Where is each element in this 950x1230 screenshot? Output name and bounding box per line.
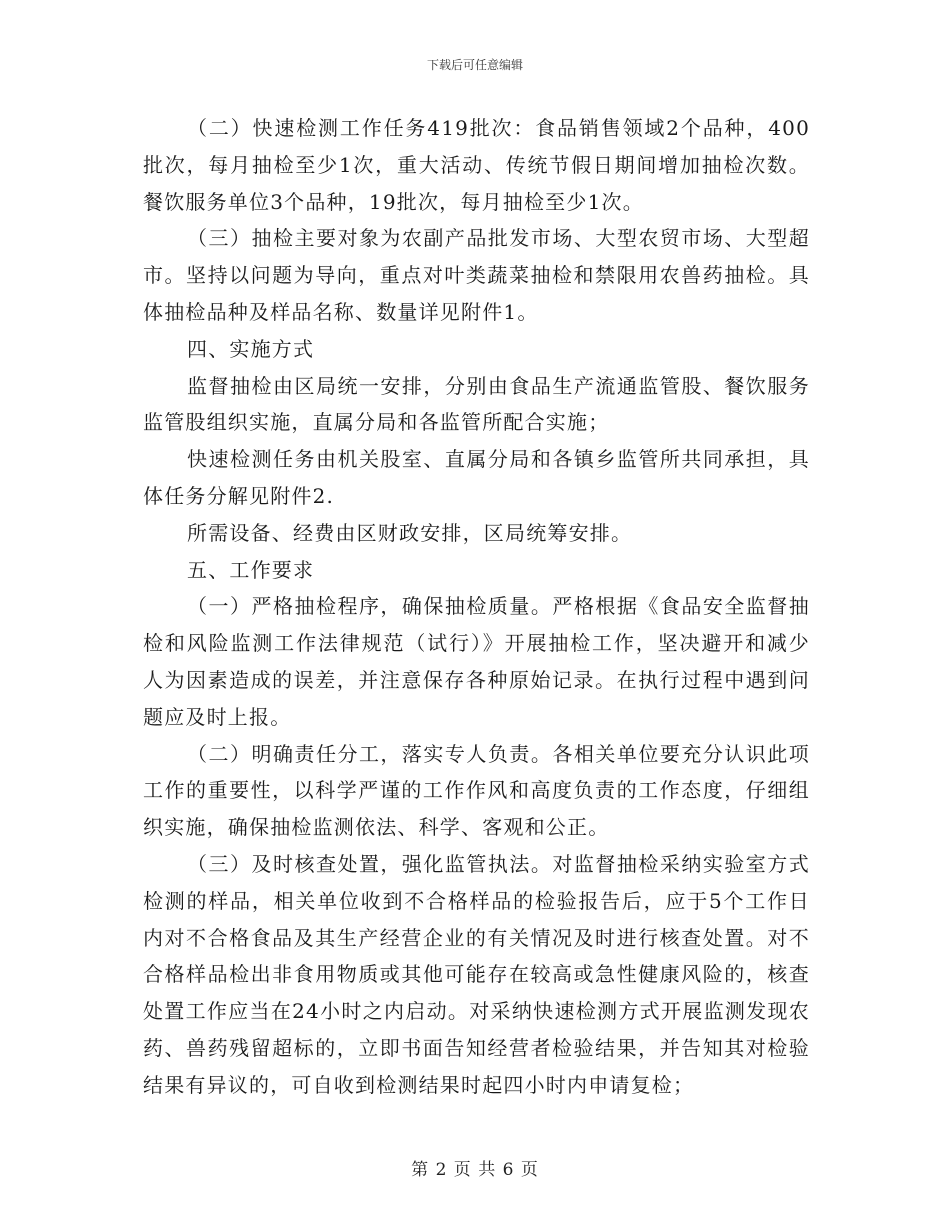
document-body	[143, 110, 810, 1104]
section-heading-implementation: 四、实施方式	[187, 336, 315, 361]
paragraph-responsibility: （二）明确责任分工，落实专人负责。各相关单位要充分认识此项工作的重要性，以科学严谨的工作作风和高度负责的工作态度，仔细组织实施，确保抽检监测依法、科学、客观和公正。	[143, 741, 810, 840]
paragraph-strict-procedure: （一）严格抽检程序，确保抽检质量。严格根据《食品安全监督抽检和风险监测工作法律规范（试行）》开展抽检工作，坚决避开和减少人为因素造成的误差，并注意保存各种原始记录。在执行过程中遇到问题应及时上报。	[143, 594, 810, 729]
paragraph-funding: 所需设备、经费由区财政安排，区局统筹安排。	[187, 520, 633, 545]
paragraph-supervision-arrangement: 监督抽检由区局统一安排，分别由食品生产流通监管股、餐饮服务监管股组织实施，直属分局和各监管所配合实施；	[143, 373, 810, 435]
paragraph-verification-handling: （三）及时核查处置，强化监管执法。对监督抽检采纳实验室方式检测的样品，相关单位收到不合格样品的检验报告后，应于5个工作日内对不合格食品及其生产经营企业的有关情况及时进行核查处置。对不合格样品检出非食用物质或其他可能存在较高或急性健康风险的，核查处置工作应当在24小时之内启动。对采纳快速检测方式开展监测发现农药、兽药残留超标的，立即书面告知经营者检验结果，并告知其对检验结果有异议的，可自收到检测结果时起四小时内申请复检；	[143, 851, 810, 1097]
paragraph-quick-test-responsibility: 快速检测任务由机关股室、直属分局和各镇乡监管所共同承担，具体任务分解见附件2.	[143, 447, 810, 508]
paragraph-inspection-targets: （三）抽检主要对象为农副产品批发市场、大型农贸市场、大型超市。坚持以问题为导向，重点对叶类蔬菜抽检和禁限用农兽药抽检。具体抽检品种及样品名称、数量详见附件1。	[143, 226, 810, 324]
page-header-note: 下载后可任意编辑	[426, 58, 523, 72]
section-heading-requirements: 五、工作要求	[187, 557, 315, 582]
page-number-footer: 第 2 页 共 6 页	[411, 1160, 539, 1180]
paragraph-quick-test-tasks: （二）快速检测工作任务419批次：食品销售领域2个品种，400批次，每月抽检至少1次，重大活动、传统节假日期间增加抽检次数。餐饮服务单位3个品种，19批次，每月抽检至少1次。	[143, 116, 810, 214]
